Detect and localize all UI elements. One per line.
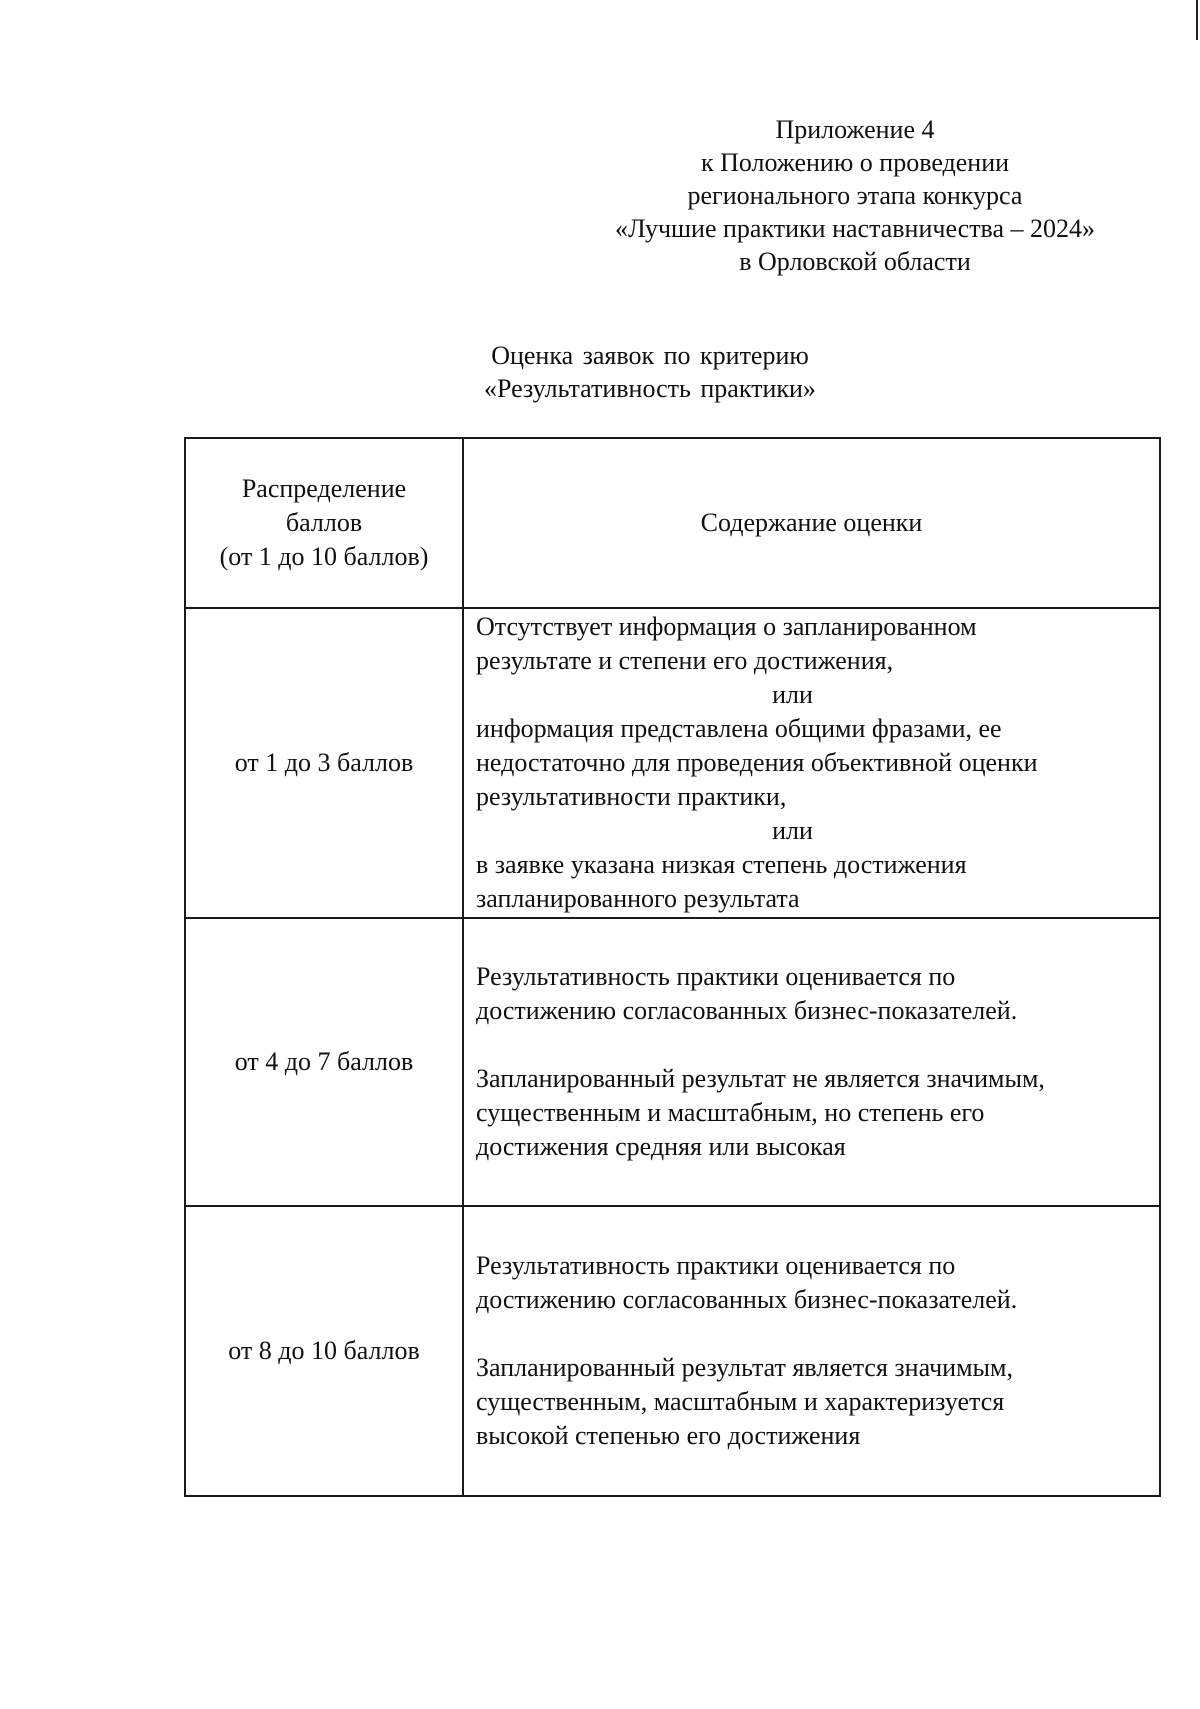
annex-header (560, 113, 1150, 278)
title-line-2: «Результативность практики» (484, 374, 816, 403)
description-line: в заявке указана низкая степень достижения (476, 850, 967, 879)
header-line: Распределение (241, 474, 407, 503)
header-line: баллов (285, 508, 363, 537)
description-line: результате и степени его достижения, (476, 646, 894, 675)
description-line: недостаточно для проведения объективной оценки (476, 748, 1038, 777)
or-separator: или (772, 680, 813, 709)
annex-line: регионального этапа конкурса (687, 181, 1023, 210)
header-line: (от 1 до 10 баллов) (219, 542, 429, 571)
paragraph-gap (476, 1028, 1149, 1062)
paragraph-gap (476, 1317, 1149, 1351)
description-line: запланированного результата (476, 884, 800, 913)
description-line: высокой степенью его достижения (476, 1421, 861, 1450)
score-range-cell: от 8 до 10 баллов (185, 1206, 463, 1496)
annex-line: к Положению о проведении (700, 148, 1010, 177)
table-row (185, 918, 1160, 1206)
page-edge-mark (1196, 0, 1198, 40)
annex-line: Приложение 4 (775, 115, 935, 144)
description-line: Результативность практики оценивается по (476, 1251, 956, 1280)
description-line: результативности практики, (476, 782, 787, 811)
header-score-distribution (185, 438, 463, 608)
criteria-table (184, 437, 1161, 1497)
description-line: Запланированный результат является значимым, (476, 1353, 1013, 1382)
score-range-cell: от 1 до 3 баллов (185, 608, 463, 918)
table-header-row (185, 438, 1160, 608)
document-title (400, 339, 900, 405)
header-assessment-content: Содержание оценки (463, 438, 1160, 608)
description-line: достижению согласованных бизнес-показателей. (476, 996, 1018, 1025)
table-row (185, 1206, 1160, 1496)
description-line: существенным, масштабным и характеризуется (476, 1387, 1005, 1416)
description-line: существенным и масштабным, но степень его (476, 1098, 985, 1127)
description-line: Запланированный результат не является значимым, (476, 1064, 1045, 1093)
assessment-description-cell (463, 1206, 1160, 1496)
description-line: Отсутствует информация о запланированном (476, 612, 977, 641)
annex-line: «Лучшие практики наставничества – 2024» (614, 214, 1096, 243)
assessment-description-cell (463, 918, 1160, 1206)
description-line: достижения средняя или высокая (476, 1132, 846, 1161)
description-line: информация представлена общими фразами, ее (476, 714, 1002, 743)
description-line: достижению согласованных бизнес-показателей. (476, 1285, 1018, 1314)
or-separator: или (772, 816, 813, 845)
description-line: Результативность практики оценивается по (476, 962, 956, 991)
assessment-description-cell (463, 608, 1160, 918)
annex-line: в Орловской области (739, 247, 971, 276)
table-row (185, 608, 1160, 918)
score-range-cell: от 4 до 7 баллов (185, 918, 463, 1206)
title-line-1: Оценка заявок по критерию (491, 341, 809, 370)
